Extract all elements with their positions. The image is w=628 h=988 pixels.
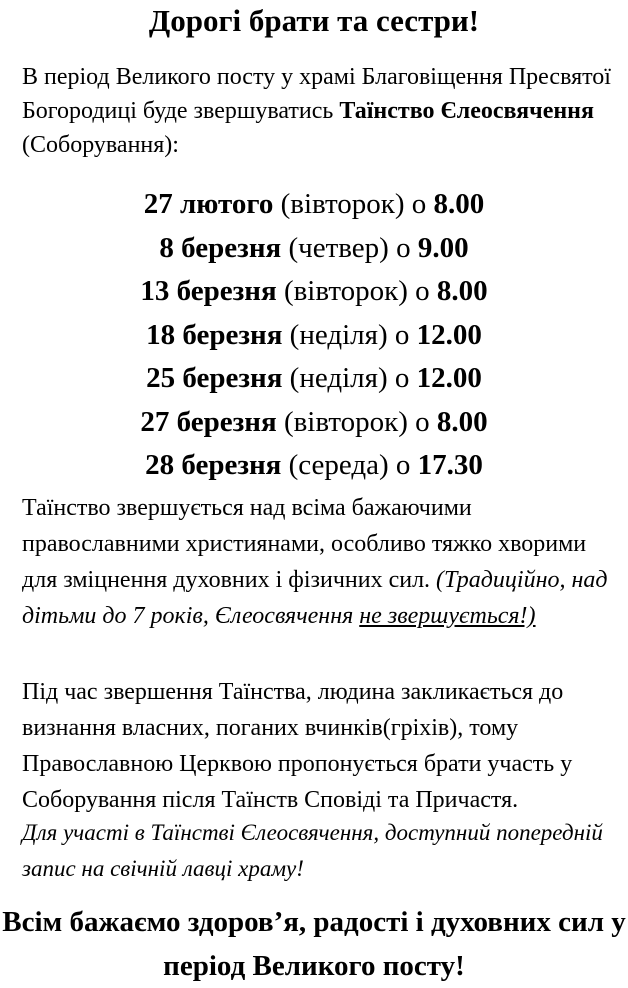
schedule-preposition: о <box>396 231 411 264</box>
intro-paragraph <box>22 60 622 162</box>
schedule-date: 13 березня <box>140 275 277 307</box>
schedule-row <box>0 227 628 271</box>
schedule-row <box>0 357 628 401</box>
schedule-time: 8.00 <box>436 275 488 307</box>
schedule-weekday: (неділя) <box>289 362 388 394</box>
schedule-preposition: о <box>411 188 427 220</box>
schedule-weekday: (неділя) <box>289 318 388 351</box>
schedule-date: 25 березня <box>146 362 283 394</box>
schedule-row <box>0 444 628 488</box>
schedule-preposition: о <box>395 449 411 481</box>
description-text: Таїнство звершується над всіма бажаючими православними християнами, особливо тяжко хворими для зміцнення духовних і фізичних сил. <box>22 495 587 593</box>
schedule-preposition: о <box>394 318 410 351</box>
sacrament-name: Таїнство Єлеосвячення <box>339 98 594 124</box>
schedule-time: 12.00 <box>416 318 482 351</box>
schedule-preposition: о <box>415 275 430 307</box>
schedule-weekday: (вівторок) <box>280 188 405 220</box>
intro-text-after: (Соборування): <box>22 132 179 158</box>
schedule-row <box>0 314 628 358</box>
sacrament-description <box>22 490 622 634</box>
schedule-weekday: (вівторок) <box>283 275 408 307</box>
schedule-date: 27 березня <box>140 405 277 438</box>
children-note: (Традиційно, над дітьми до 7 років, Єлеосвячення <box>22 567 608 629</box>
schedule-weekday: (вівторок) <box>283 405 408 438</box>
schedule-row <box>0 183 628 227</box>
schedule-weekday: (четвер) <box>288 231 389 264</box>
schedule-date: 27 лютого <box>143 188 274 220</box>
children-note-underlined: не звершується!) <box>359 603 536 629</box>
page-title: Дорогі брати та сестри! <box>148 3 480 38</box>
schedule-time: 8.00 <box>436 405 488 438</box>
schedule-row <box>0 270 628 314</box>
schedule-preposition: о <box>394 362 410 394</box>
confession-paragraph: Під час звершення Таїнства, людина закликається до визнання власних, поганих вчинків(гріхів), тому Православною Церквою пропонується брати участь у Соборування після Таїнств Сповіді та Причастя. <box>22 679 573 813</box>
schedule-time: 17.30 <box>417 449 483 481</box>
schedule-date: 18 березня <box>146 318 283 351</box>
schedule-time: 9.00 <box>417 231 469 264</box>
schedule-list <box>0 183 628 488</box>
schedule-preposition: о <box>415 405 430 438</box>
schedule-time: 12.00 <box>416 362 482 394</box>
registration-note: Для участі в Таїнстві Єлеосвячення, доступний попередній запис на свічній лавці храму! <box>22 820 603 881</box>
closing-greeting: Всім бажаємо здоров’я, радості і духовних сил у період Великого посту! <box>2 906 626 982</box>
schedule-row <box>0 401 628 445</box>
schedule-date: 8 березня <box>159 231 282 264</box>
schedule-time: 8.00 <box>433 188 485 220</box>
schedule-date: 28 березня <box>145 449 282 481</box>
schedule-weekday: (середа) <box>288 449 389 481</box>
intro-text: В період Великого посту у храмі Благовіщення Пресвятої Богородиці буде звершуватись <box>22 64 611 124</box>
